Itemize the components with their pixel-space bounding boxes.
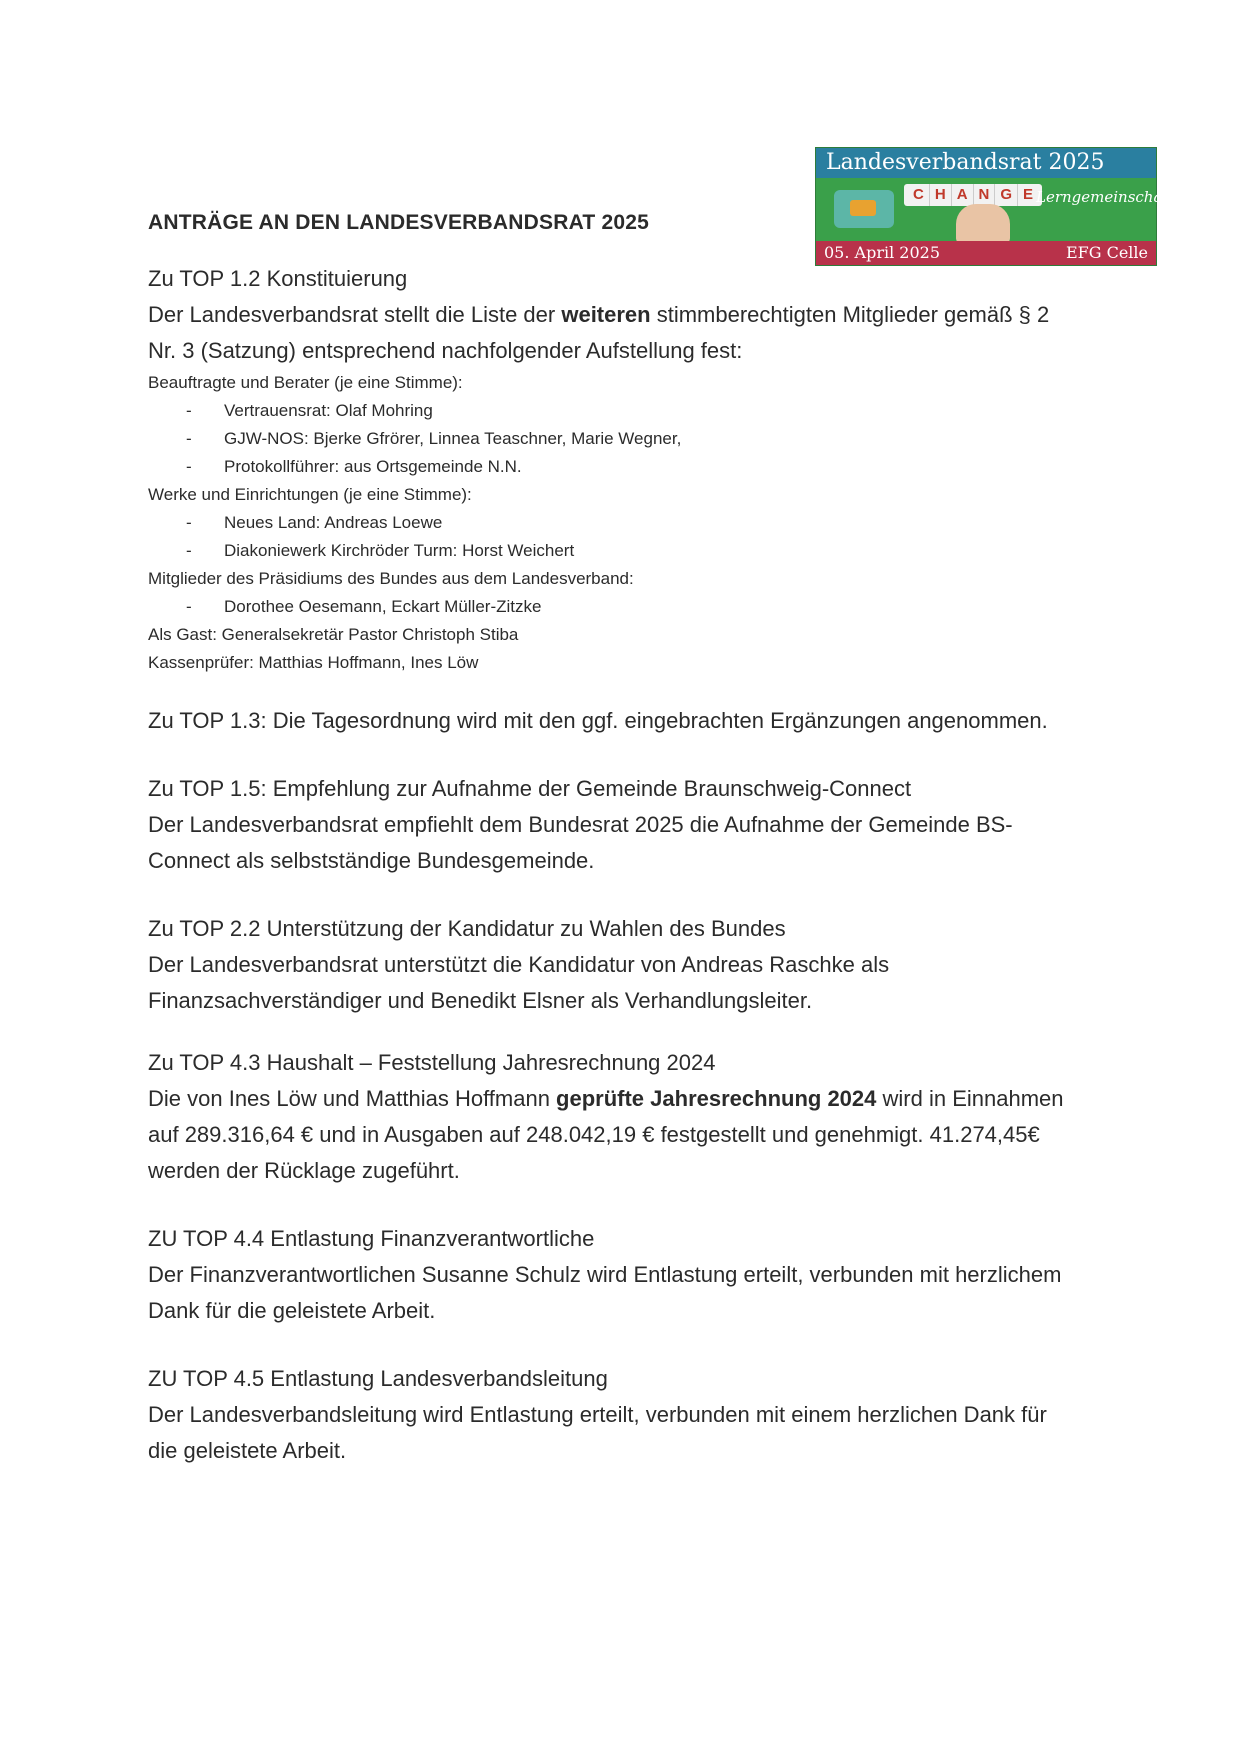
letter-tile: E (1023, 186, 1034, 203)
section-top-1-2 (148, 261, 1078, 677)
section-heading: Zu TOP 2.2 Unterstützung der Kandidatur zu Wahlen des Bundes (148, 916, 786, 941)
section-top-4-3 (148, 1045, 1078, 1189)
section-heading: Zu TOP 4.3 Haushalt – Feststellung Jahresrechnung 2024 (148, 1050, 716, 1075)
member-list (148, 509, 1078, 565)
banner-date: 05. April 2025 (824, 243, 941, 262)
banner-location: EFG Celle (1065, 243, 1148, 262)
document-content (148, 200, 1078, 1469)
list-item: - Protokollführer: aus Ortsgemeinde N.N. (186, 453, 1078, 481)
letter-tile: N (974, 184, 996, 206)
section-text (148, 1081, 1078, 1189)
letter-tile: G (995, 184, 1018, 206)
section-text (148, 297, 1078, 369)
document-title: ANTRÄGE AN DEN LANDESVERBANDSRAT 2025 (148, 211, 649, 234)
group-label: Mitglieder des Präsidiums des Bundes aus dem Landesverband: (148, 569, 634, 588)
bold-text: geprüfte Jahresrechnung 2024 (556, 1086, 877, 1111)
text-run: Der Landesverbandsrat stellt die Liste der (148, 302, 562, 327)
bold-text: weiteren (561, 302, 651, 327)
banner-title: Landesverbandsrat 2025 (816, 148, 1156, 178)
list-item: - Dorothee Oesemann, Eckart Müller-Zitzke (186, 593, 1078, 621)
list-item: - Diakoniewerk Kirchröder Turm: Horst Weichert (186, 537, 1078, 565)
section-top-1-5 (148, 771, 1078, 879)
text-run: stimmberechtigten Mitglieder gemäß § 2 Nr. 3 (Satzung) entsprechend nachfolgender Aufstellung fest: (148, 302, 1050, 363)
letter-tile: H (930, 184, 952, 206)
section-text: Der Landesverbandsrat unterstützt die Kandidatur von Andreas Raschke als Finanzsachverständiger und Benedikt Elsner als Verhandlungsleiter. (148, 952, 890, 1013)
guest-line: Als Gast: Generalsekretär Pastor Christoph Stiba (148, 625, 519, 644)
letter-tile: A (952, 184, 974, 206)
section-heading: Zu TOP 1.5: Empfehlung zur Aufnahme der Gemeinde Braunschweig-Connect (148, 776, 912, 801)
section-heading: ZU TOP 4.5 Entlastung Landesverbandsleitung (148, 1366, 608, 1391)
letter-tile: C (908, 184, 930, 206)
section-text: Der Finanzverantwortlichen Susanne Schulz wird Entlastung erteilt, verbunden mit herzlichem Dank für die geleistete Arbeit. (148, 1262, 1062, 1323)
section-top-2-2 (148, 911, 1078, 1019)
auditors-line: Kassenprüfer: Matthias Hoffmann, Ines Löw (148, 653, 479, 672)
group-label: Beauftragte und Berater (je eine Stimme): (148, 373, 463, 392)
section-heading: Zu TOP 1.2 Konstituierung (148, 266, 408, 291)
text-run: Die von Ines Löw und Matthias Hoffmann (148, 1086, 557, 1111)
member-list (148, 593, 1078, 621)
group-label: Werke und Einrichtungen (je eine Stimme): (148, 485, 472, 504)
list-item: - Vertrauensrat: Olaf Mohring (186, 397, 1078, 425)
section-top-4-4 (148, 1221, 1078, 1329)
section-top-1-3 (148, 703, 1078, 739)
section-text: Der Landesverbandsrat empfiehlt dem Bundesrat 2025 die Aufnahme der Gemeinde BS-Connect als selbstständige Bundesgemeinde. (148, 812, 1013, 873)
banner-tagline: Lerngemeinschaft (1036, 188, 1174, 206)
section-heading: ZU TOP 4.4 Entlastung Finanzverantwortliche (148, 1226, 595, 1251)
text-run: wird in Einnahmen auf 289.316,64 € und in Ausgaben auf 248.042,19 € festgestellt und genehmigt. 41.274,45€ werden der Rücklage zugeführt. (148, 1086, 1064, 1183)
list-item: - GJW-NOS: Bjerke Gfrörer, Linnea Teaschner, Marie Wegner, (186, 425, 1078, 453)
section-top-4-5 (148, 1361, 1078, 1469)
list-item: - Neues Land: Andreas Loewe (186, 509, 1078, 537)
member-list (148, 397, 1078, 481)
section-text: Der Landesverbandsleitung wird Entlastung erteilt, verbunden mit einem herzlichen Dank für die geleistete Arbeit. (148, 1402, 1047, 1463)
section-text: Zu TOP 1.3: Die Tagesordnung wird mit den ggf. eingebrachten Ergänzungen angenommen. (148, 708, 1048, 733)
